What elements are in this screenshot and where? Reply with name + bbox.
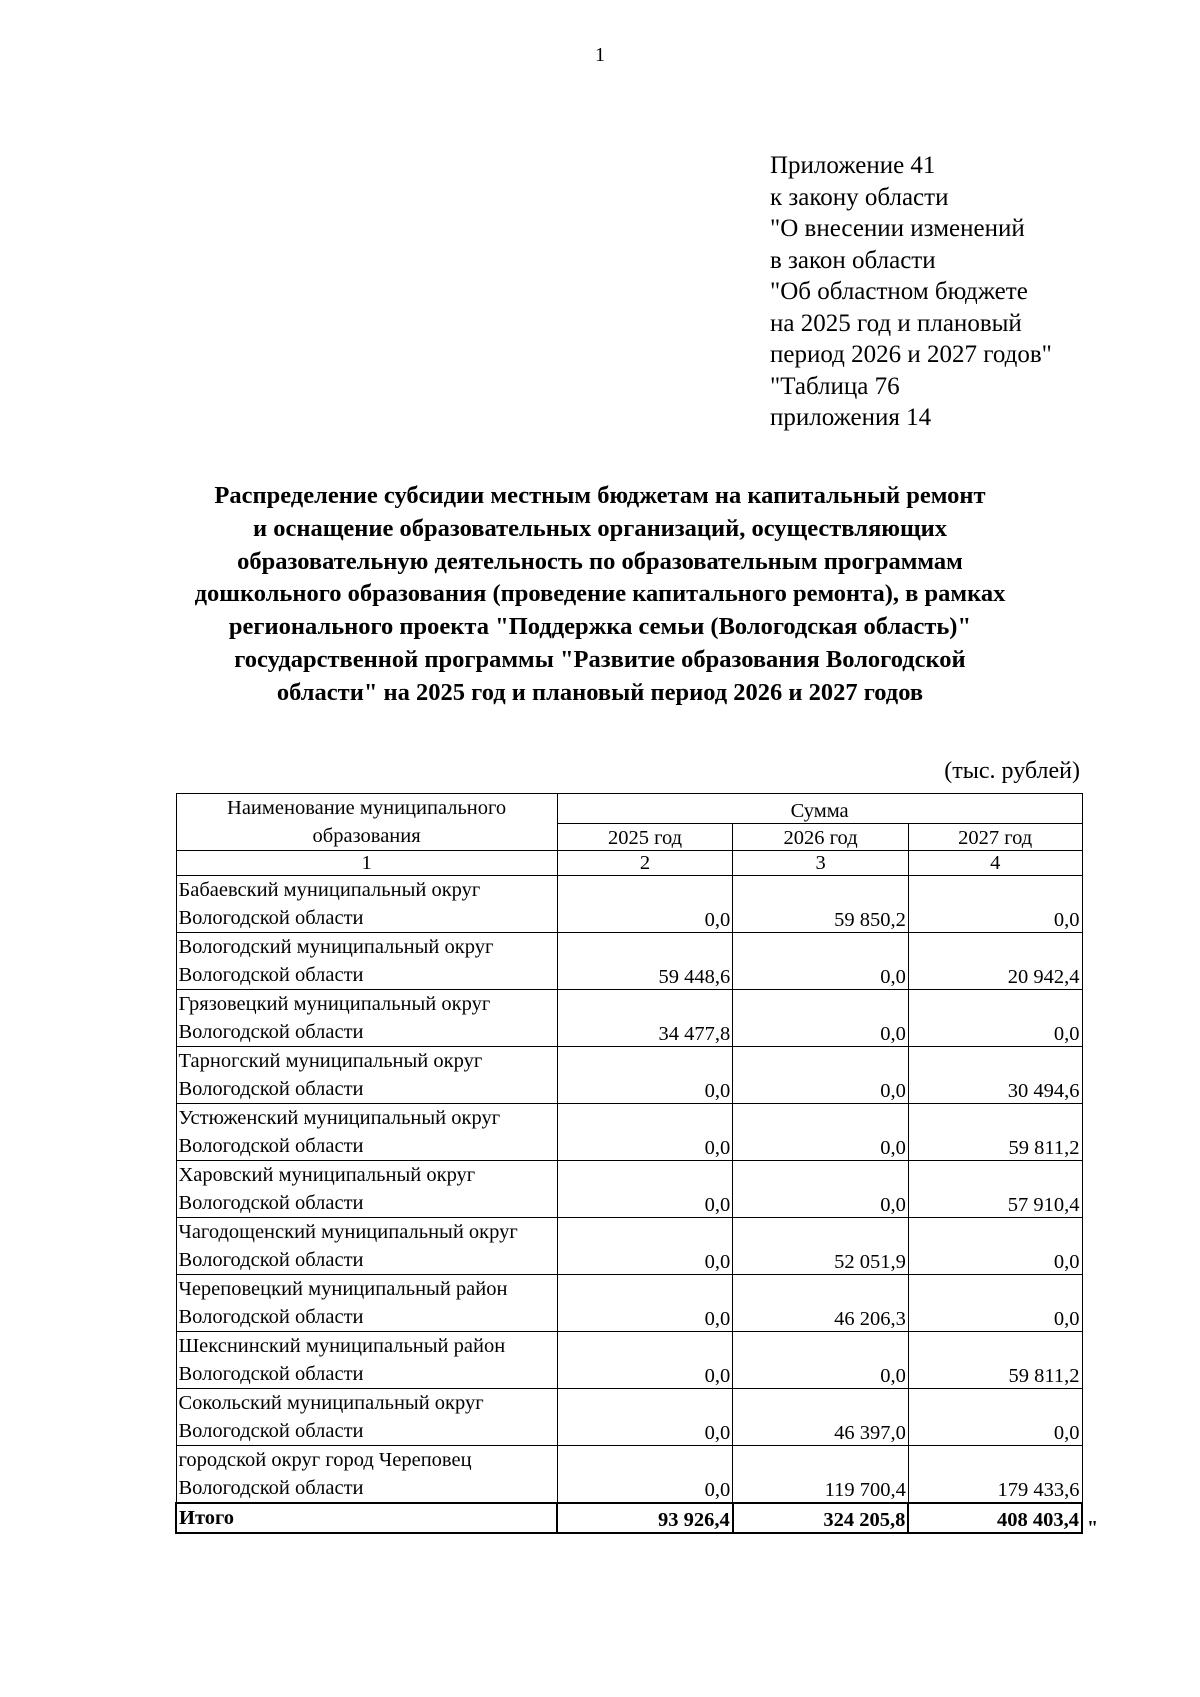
municipality-name	[176, 1047, 557, 1104]
value-2026: 46 206,3	[733, 1275, 909, 1332]
table-row	[176, 876, 1082, 933]
table-header-row	[176, 794, 1082, 824]
value-2025: 0,0	[557, 1332, 733, 1389]
municipality-name-line: Грязовецкий муниципальный округ	[178, 993, 491, 1015]
title-line: и оснащение образовательных организаций, осуществляющих	[253, 514, 947, 542]
header-municipality	[176, 794, 557, 851]
municipality-name-line: Чагодощенский муниципальный округ	[178, 1221, 518, 1243]
appendix-line: "О внесении изменений	[770, 215, 1025, 242]
column-number: 4	[908, 851, 1082, 876]
municipality-name-line: Устюженский муниципальный округ	[178, 1107, 501, 1129]
municipality-name-line: Вологодской области	[178, 1420, 364, 1442]
municipality-name-line: Вологодский муниципальный округ	[178, 936, 494, 958]
value-2027: 57 910,4	[908, 1161, 1082, 1218]
value-2026: 52 051,9	[733, 1218, 909, 1275]
municipality-name-line: Череповецкий муниципальный район	[178, 1278, 508, 1300]
value-2027: 20 942,4	[908, 933, 1082, 990]
table-total-row	[176, 1503, 1082, 1533]
municipality-name-line: Вологодской области	[178, 1363, 364, 1385]
municipality-name-line: Шекснинский муниципальный район	[178, 1335, 506, 1357]
table-row	[176, 1104, 1082, 1161]
appendix-line: в закон области	[770, 246, 936, 274]
subsidy-table	[175, 793, 1083, 1534]
total-2027: 408 403,4	[908, 1503, 1082, 1533]
appendix-line: "Таблица 76	[770, 372, 900, 400]
value-2027: 0,0	[908, 876, 1082, 933]
appendix-line: Приложение 41	[770, 152, 936, 179]
table-row	[176, 933, 1082, 990]
value-2027: 30 494,6	[908, 1047, 1082, 1104]
total-label: Итого	[176, 1503, 557, 1533]
table-column-numbers-row	[176, 851, 1082, 876]
value-2027: 0,0	[908, 1218, 1082, 1275]
municipality-name	[176, 1104, 557, 1161]
value-2027: 0,0	[908, 1275, 1082, 1332]
value-2026: 0,0	[733, 933, 909, 990]
municipality-name	[176, 933, 557, 990]
municipality-name-line: Сокольский муниципальный округ	[178, 1392, 484, 1414]
value-2026: 0,0	[733, 1104, 909, 1161]
appendix-line: приложения 14	[770, 404, 932, 431]
appendix-line: к закону области	[770, 183, 949, 211]
municipality-name	[176, 1332, 557, 1389]
value-2027: 179 433,6	[908, 1446, 1082, 1504]
value-2027: 0,0	[908, 1389, 1082, 1446]
value-2025: 0,0	[557, 876, 733, 933]
title-line: регионального проекта "Поддержка семьи (Вологодская область)"	[228, 613, 972, 641]
value-2025: 0,0	[557, 1275, 733, 1332]
document-title	[150, 480, 1050, 710]
closing-quote: "	[1087, 1517, 1099, 1539]
total-2026: 324 205,8	[733, 1503, 909, 1533]
header-year-2025: 2025 год	[557, 823, 733, 850]
table-row	[176, 1161, 1082, 1218]
header-year-2027: 2027 год	[908, 823, 1082, 850]
municipality-name-line: Тарногский муниципальный округ	[178, 1050, 483, 1072]
page-number: 1	[595, 44, 605, 66]
municipality-name	[176, 1275, 557, 1332]
title-line: дошкольного образования (проведение капитального ремонта), в рамках	[194, 580, 1006, 608]
value-2025: 0,0	[557, 1161, 733, 1218]
value-2025: 0,0	[557, 1389, 733, 1446]
table-row	[176, 1275, 1082, 1332]
value-2026: 59 850,2	[733, 876, 909, 933]
municipality-name-line: Вологодской области	[178, 1477, 364, 1499]
municipality-name-line: Вологодской области	[178, 907, 364, 929]
municipality-name	[176, 1389, 557, 1446]
value-2026: 0,0	[733, 1047, 909, 1104]
value-2027: 59 811,2	[908, 1104, 1082, 1161]
municipality-name-line: Вологодской области	[178, 1135, 364, 1157]
header-municipality-line: образования	[312, 825, 421, 847]
value-2026: 0,0	[733, 1332, 909, 1389]
value-2026: 0,0	[733, 990, 909, 1047]
municipality-name-line: Бабаевский муниципальный округ	[178, 879, 481, 901]
municipality-name-line: Вологодской области	[178, 964, 364, 986]
units-label: (тыс. рублей)	[944, 758, 1080, 784]
table-row	[176, 1047, 1082, 1104]
municipality-name-line: Вологодской области	[178, 1249, 364, 1271]
table-row	[176, 1446, 1082, 1504]
title-line: Распределение субсидии местным бюджетам на капитальный ремонт	[214, 482, 986, 509]
value-2025: 0,0	[557, 1446, 733, 1504]
value-2025: 0,0	[557, 1218, 733, 1275]
municipality-name	[176, 1161, 557, 1218]
municipality-name-line: городской округ город Череповец	[178, 1449, 472, 1471]
title-line: образовательную деятельность по образовательным программам	[237, 547, 963, 575]
value-2026: 46 397,0	[733, 1389, 909, 1446]
municipality-name-line: Вологодской области	[178, 1078, 364, 1100]
title-line: государственной программы "Развитие образования Вологодской	[234, 645, 966, 673]
municipality-name-line: Харовский муниципальный округ	[178, 1164, 476, 1186]
header-year-2026: 2026 год	[733, 823, 909, 850]
table-row	[176, 1389, 1082, 1446]
value-2027: 59 811,2	[908, 1332, 1082, 1389]
value-2027: 0,0	[908, 990, 1082, 1047]
appendix-line: "Об областном бюджете	[770, 278, 1028, 305]
header-municipality-line: Наименование муниципального	[227, 797, 507, 819]
municipality-name	[176, 1446, 557, 1504]
appendix-line: на 2025 год и плановый	[770, 309, 1022, 337]
table-row	[176, 1332, 1082, 1389]
value-2025: 0,0	[557, 1047, 733, 1104]
column-number: 2	[557, 851, 733, 876]
value-2025: 34 477,8	[557, 990, 733, 1047]
column-number: 1	[176, 851, 557, 876]
municipality-name-line: Вологодской области	[178, 1306, 364, 1328]
municipality-name	[176, 876, 557, 933]
appendix-reference	[770, 150, 1052, 434]
appendix-line: период 2026 и 2027 годов"	[770, 341, 1052, 368]
value-2026: 119 700,4	[733, 1446, 909, 1504]
table-row	[176, 1218, 1082, 1275]
municipality-name-line: Вологодской области	[178, 1021, 364, 1043]
header-sum: Сумма	[557, 794, 1082, 824]
column-number: 3	[733, 851, 909, 876]
municipality-name	[176, 990, 557, 1047]
municipality-name-line: Вологодской области	[178, 1192, 364, 1214]
value-2025: 59 448,6	[557, 933, 733, 990]
title-line: области" на 2025 год и плановый период 2026 и 2027 годов	[276, 678, 924, 706]
total-2025: 93 926,4	[557, 1503, 733, 1533]
table-row	[176, 990, 1082, 1047]
municipality-name	[176, 1218, 557, 1275]
value-2025: 0,0	[557, 1104, 733, 1161]
value-2026: 0,0	[733, 1161, 909, 1218]
